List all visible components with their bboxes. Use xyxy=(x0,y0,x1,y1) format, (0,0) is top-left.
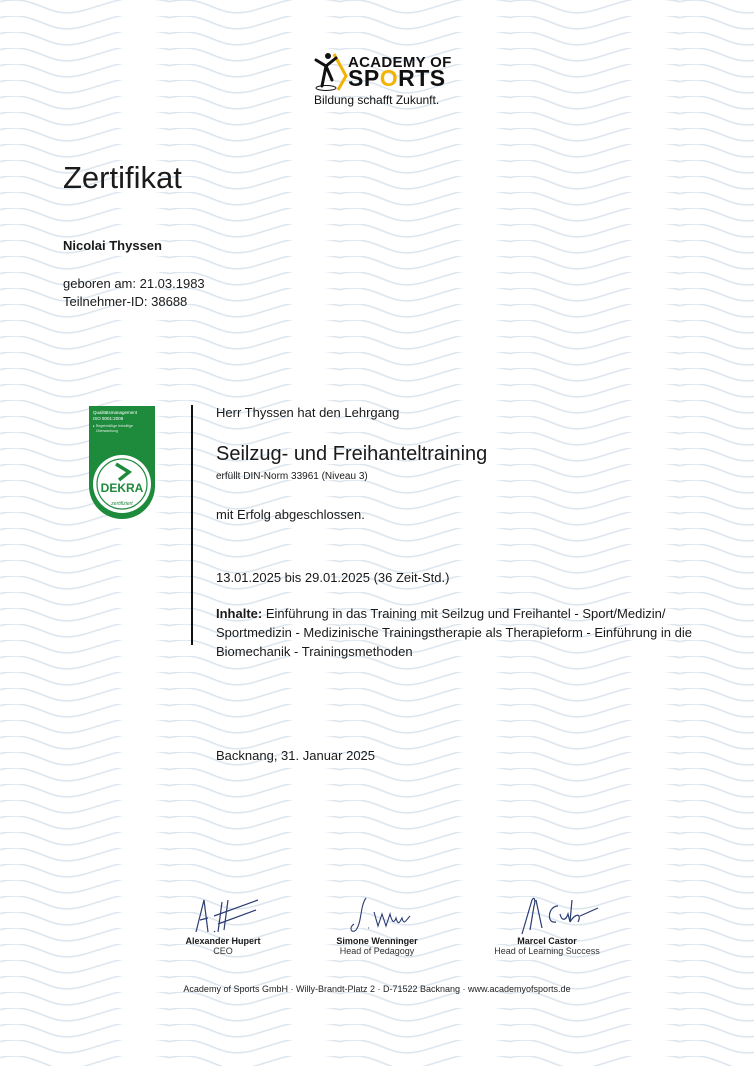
signatory-role: Head of Learning Success xyxy=(494,946,600,956)
logo-academy-text: ACADEMY OF xyxy=(348,54,452,71)
signature-block-ceo xyxy=(143,892,303,962)
place-and-date: Backnang, 31. Januar 2025 xyxy=(216,748,376,763)
certificate-title: Zertifikat xyxy=(63,160,182,195)
vertical-divider xyxy=(191,405,193,645)
signatory-name: Alexander Hupert xyxy=(185,936,261,946)
footer-address: Academy of Sports GmbH · Willy-Brandt-Platz 2 · D-71522 Backnang · www.academyofsports.de xyxy=(183,984,571,994)
logo-sports-text: SPORTS xyxy=(348,65,446,91)
academy-of-sports-logo xyxy=(312,50,452,112)
birth-date: geboren am: 21.03.1983 xyxy=(63,276,205,291)
svg-text:ISO 9001:2008: ISO 9001:2008 xyxy=(93,416,124,421)
signature-block-pedagogy xyxy=(297,892,457,962)
signatory-role: Head of Pedagogy xyxy=(339,946,415,956)
contents-text: Einführung in das Training mit Seilzug und Freihantel - Sport/Medizin/ Sportmedizin - Medizinische Trainingstherapie als Therapieform - Einführung in die Biomechanik - Trainingsmethoden xyxy=(216,606,692,659)
completion-statement: mit Erfolg abgeschlossen. xyxy=(216,507,365,522)
athlete-figure-icon xyxy=(312,50,352,94)
course-name: Seilzug- und Freihanteltraining xyxy=(216,443,488,465)
dekra-certification-badge xyxy=(89,406,155,520)
contents-label: Inhalte: xyxy=(216,606,263,621)
svg-text:DEKRA: DEKRA xyxy=(100,481,144,495)
course-period: 13.01.2025 bis 29.01.2025 (36 Zeit-Std.) xyxy=(216,570,450,585)
signature-icon xyxy=(492,892,602,936)
logo-tagline: Bildung schafft Zukunft. xyxy=(314,93,440,107)
svg-text:Überwachung: Überwachung xyxy=(96,429,119,433)
signature-icon xyxy=(178,892,268,936)
svg-text:zertifiziert: zertifiziert xyxy=(111,501,133,507)
signatory-name: Marcel Castor xyxy=(517,936,577,946)
signature-icon xyxy=(332,892,422,936)
signatory-name: Simone Wenninger xyxy=(336,936,418,946)
participant-id: Teilnehmer-ID: 38688 xyxy=(63,294,188,309)
signature-block-learning-success xyxy=(467,892,627,962)
signatory-role: CEO xyxy=(213,946,233,956)
course-intro: Herr Thyssen hat den Lehrgang xyxy=(216,405,400,420)
course-norm: erfüllt DIN-Norm 33961 (Niveau 3) xyxy=(216,471,368,482)
course-contents xyxy=(216,604,716,661)
participant-name: Nicolai Thyssen xyxy=(63,238,162,253)
svg-text:Qualitätsmanagement: Qualitätsmanagement xyxy=(93,410,138,415)
svg-text:▸ Regelmäßige freiwillige: ▸ Regelmäßige freiwillige xyxy=(93,424,133,428)
